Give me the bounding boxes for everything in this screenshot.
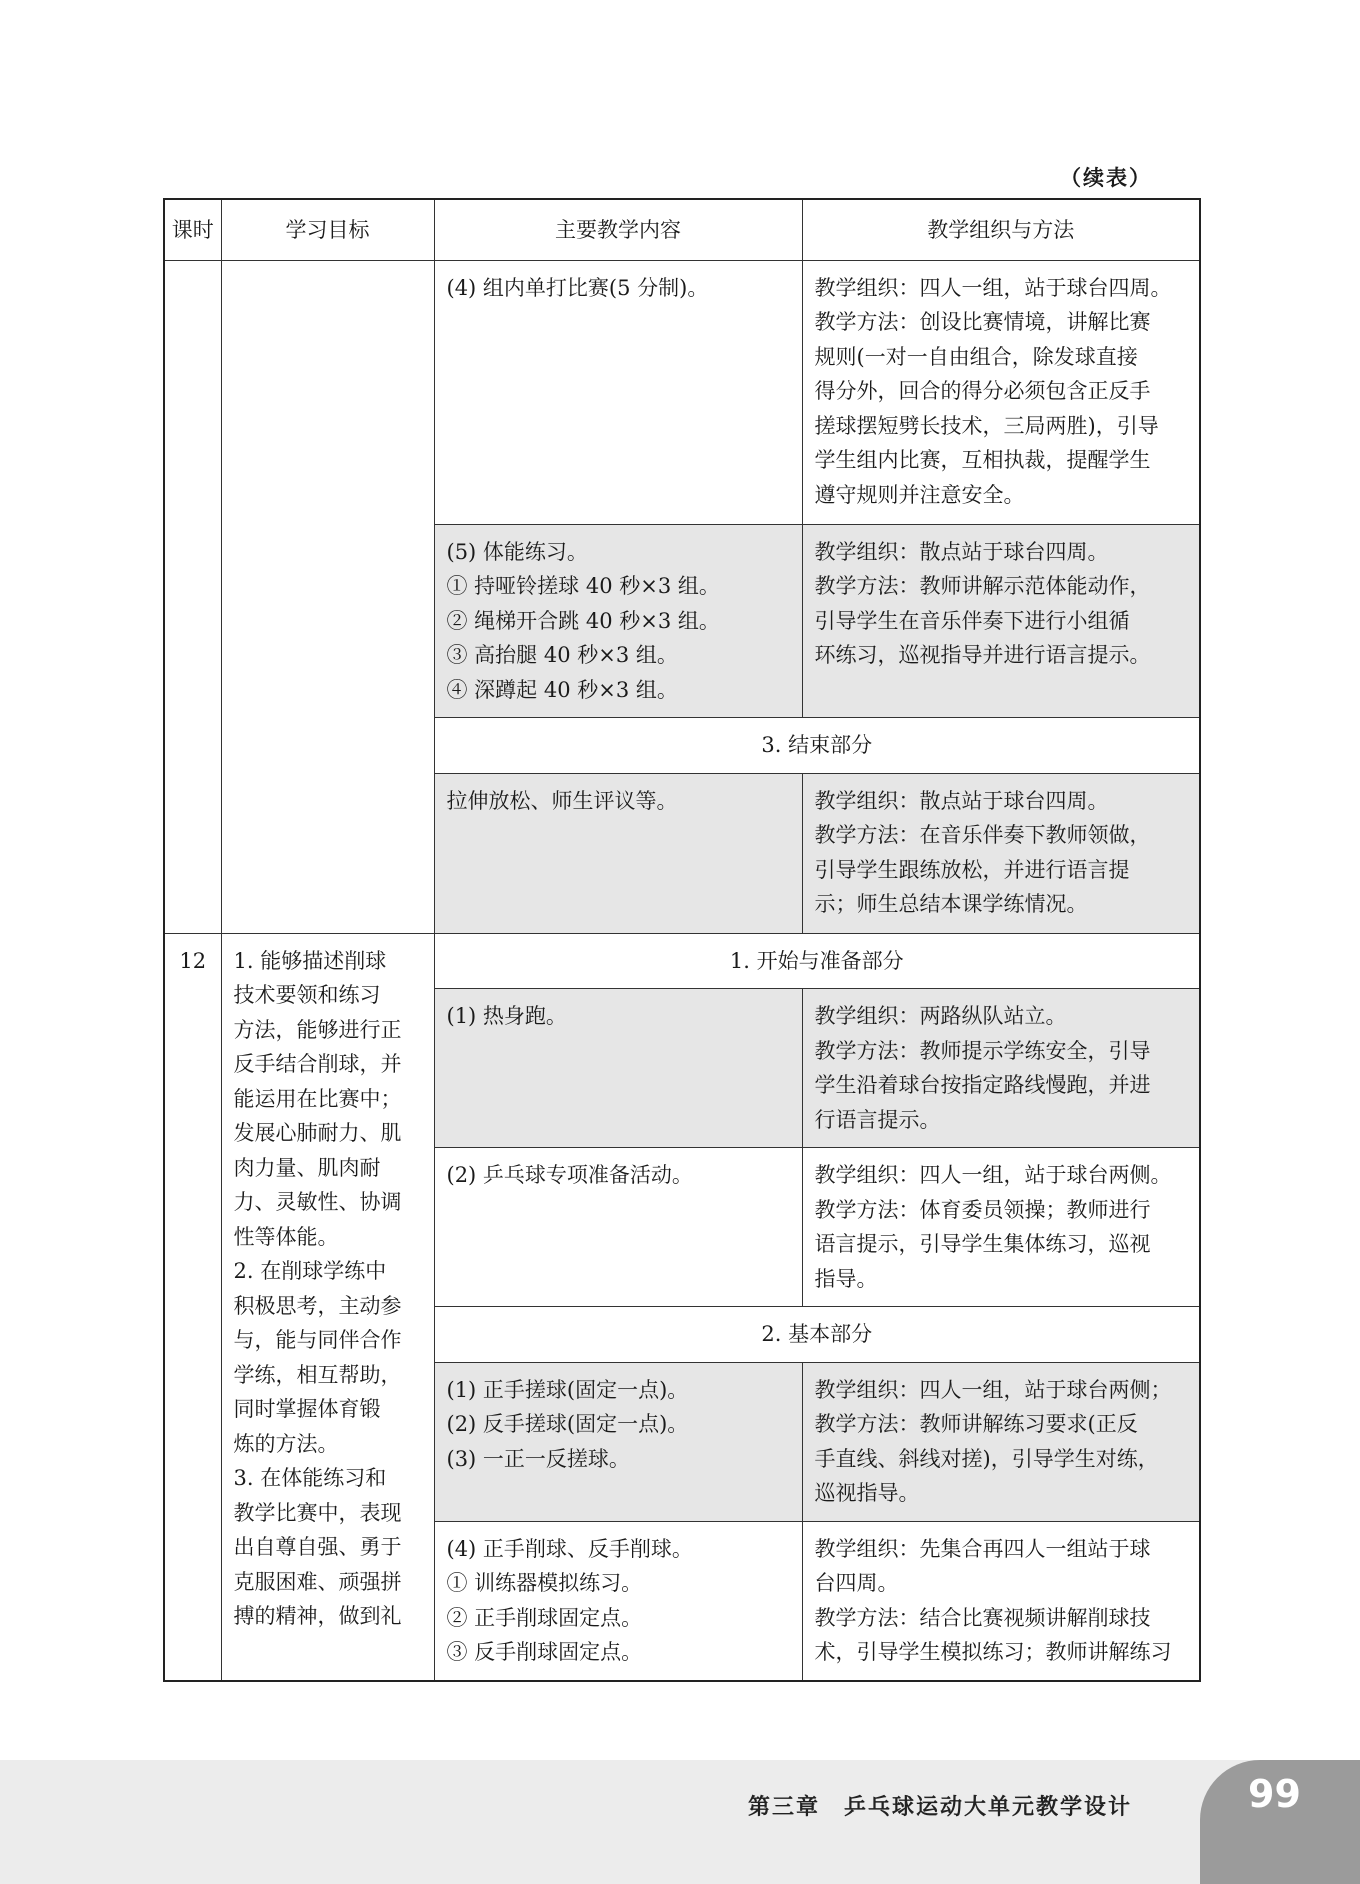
method-cell: 教学组织：先集合再四人一组站于球 台四周。 教学方法：结合比赛视频讲解削球技 术，引导学生模拟练习；教师讲解练习 bbox=[802, 1521, 1200, 1681]
chapter-title: 第三章 乒乓球运动大单元教学设计 bbox=[747, 1795, 1132, 1820]
continued-label: （续表） bbox=[1060, 166, 1152, 190]
section-row bbox=[164, 933, 1200, 989]
method-cell: 教学组织：散点站于球台四周。 教学方法：在音乐伴奏下教师领做， 引导学生跟练放松，并进行语言提 示；师生总结本课学练情况。 bbox=[802, 773, 1200, 933]
page-number: 99 bbox=[1248, 1772, 1301, 1816]
goals-cell: 1. 能够描述削球 技术要领和练习 方法，能够进行正 反手结合削球，并 能运用在比赛中； 发展心肺耐力、肌 肉力量、肌肉耐 力、灵敏性、协调 性等体能。 2. 在削球学练中 积极思考，主动参 与，能与同伴合作 学练，相互帮助， 同时掌握体育锻 炼的方法。 3. 在体能练习和 教学比赛中，表现 出自尊自强、勇于 克服困难、顽强拼 搏的精神，做到礼 bbox=[221, 933, 434, 1681]
content-cell: (2) 乒乓球专项准备活动。 bbox=[434, 1148, 802, 1307]
table-row bbox=[164, 260, 1200, 524]
lesson-cell-empty bbox=[164, 260, 221, 933]
content-cell: (1) 热身跑。 bbox=[434, 989, 802, 1148]
method-cell: 教学组织：四人一组，站于球台两侧； 教学方法：教师讲解练习要求(正反 手直线、斜线对搓)，引导学生对练， 巡视指导。 bbox=[802, 1362, 1200, 1521]
page-number-tab bbox=[1200, 1760, 1360, 1884]
header-lesson: 课时 bbox=[164, 199, 221, 260]
lesson-number: 12 bbox=[164, 933, 221, 1681]
method-cell: 教学组织：四人一组，站于球台四周。 教学方法：创设比赛情境，讲解比赛 规则(一对一自由组合，除发球直接 得分外，回合的得分必须包含正反手 搓球摆短劈长技术，三局两胜)，引导 学生组内比赛，互相执裁，提醒学生 遵守规则并注意安全。 bbox=[802, 260, 1200, 524]
method-cell: 教学组织：散点站于球台四周。 教学方法：教师讲解示范体能动作， 引导学生在音乐伴奏下进行小组循 环练习，巡视指导并进行语言提示。 bbox=[802, 524, 1200, 718]
content-cell: (4) 组内单打比赛(5 分制)。 bbox=[434, 260, 802, 524]
goals-cell-empty bbox=[221, 260, 434, 933]
method-cell: 教学组织：四人一组，站于球台两侧。 教学方法：体育委员领操；教师进行 语言提示，引导学生集体练习，巡视 指导。 bbox=[802, 1148, 1200, 1307]
header-row bbox=[164, 199, 1200, 260]
content-cell: (4) 正手削球、反手削球。 ① 训练器模拟练习。 ② 正手削球固定点。 ③ 反手削球固定点。 bbox=[434, 1521, 802, 1681]
method-cell: 教学组织：两路纵队站立。 教学方法：教师提示学练安全，引导 学生沿着球台按指定路线慢跑，并进 行语言提示。 bbox=[802, 989, 1200, 1148]
lesson-plan-table bbox=[163, 198, 1201, 1682]
header-content: 主要教学内容 bbox=[434, 199, 802, 260]
content-cell: (5) 体能练习。 ① 持哑铃搓球 40 秒×3 组。 ② 绳梯开合跳 40 秒×3 组。 ③ 高抬腿 40 秒×3 组。 ④ 深蹲起 40 秒×3 组。 bbox=[434, 524, 802, 718]
section-basic-title: 2. 基本部分 bbox=[434, 1307, 1200, 1363]
section-start-title: 1. 开始与准备部分 bbox=[434, 933, 1200, 989]
section-end-title: 3. 结束部分 bbox=[434, 718, 1200, 774]
header-method: 教学组织与方法 bbox=[802, 199, 1200, 260]
content-cell: (1) 正手搓球(固定一点)。 (2) 反手搓球(固定一点)。 (3) 一正一反搓球。 bbox=[434, 1362, 802, 1521]
header-goals: 学习目标 bbox=[221, 199, 434, 260]
page-footer bbox=[0, 1760, 1360, 1884]
content-cell: 拉伸放松、师生评议等。 bbox=[434, 773, 802, 933]
